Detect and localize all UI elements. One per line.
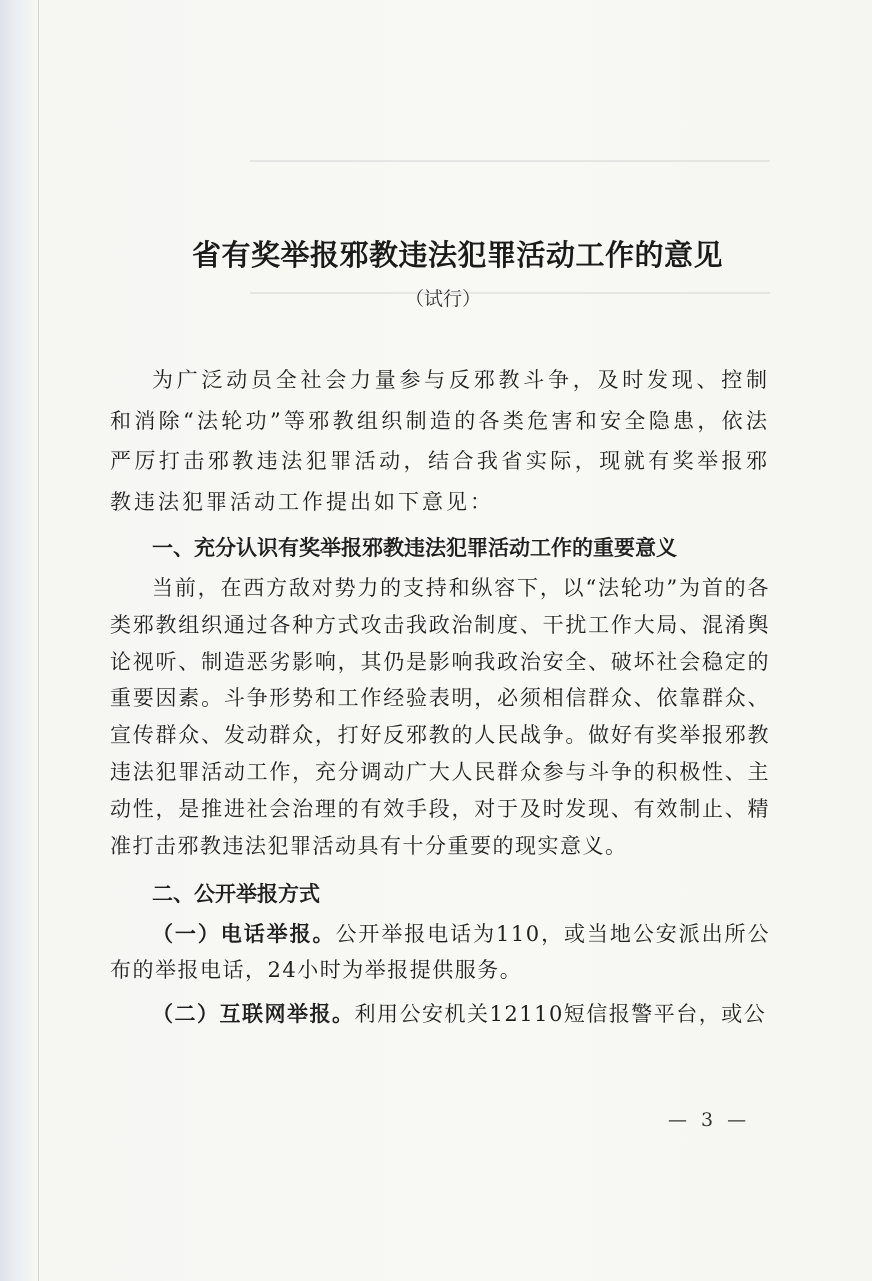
- reporting-item-phone: [110, 916, 770, 988]
- intro-paragraph: 为广泛动员全社会力量参与反邪教斗争，及时发现、控制和消除“法轮功”等邪教组织制造的各类危害和安全隐患，依法严厉打击邪教违法犯罪活动，结合我省实际，现就有奖举报邪教违法犯罪活动工作提出如下意见：: [110, 368, 770, 514]
- page-number: — 3 —: [668, 1109, 751, 1131]
- section-2-heading: 二、公开举报方式: [152, 882, 320, 907]
- section-1-paragraph: 当前，在西方敌对势力的支持和纵容下，以“法轮功”为首的各类邪教组织通过各种方式攻击我政治制度、干扰工作大局、混淆舆论视听、制造恶劣影响，其仍是影响我政治安全、破坏社会稳定的重要因素。斗争形势和工作经验表明，必须相信群众、依靠群众、宣传群众、发动群众，打好反邪教的人民战争。做好有奖举报邪教违法犯罪活动工作，充分调动广大人民群众参与斗争的积极性、主动性，是推进社会治理的有效手段，对于及时发现、有效制止、精准打击邪教违法犯罪活动具有十分重要的现实意义。: [110, 576, 770, 858]
- reporting-item-phone-text: 公开举报电话为110，或当地公安派出所公布的举报电话，24小时为举报提供服务。: [110, 922, 770, 983]
- binding-line: [38, 0, 39, 1281]
- reporting-item-phone-lead: （一）电话举报。: [152, 922, 336, 947]
- binding-edge: [0, 0, 30, 1281]
- reporting-item-internet: [110, 996, 770, 1032]
- show-through: [250, 160, 770, 162]
- document-subtitle: （试行）: [405, 288, 482, 310]
- document-title: 省有奖举报邪教违法犯罪活动工作的意见: [192, 238, 724, 272]
- document-body: [110, 360, 770, 1032]
- reporting-item-internet-lead: （二）互联网举报。: [152, 1002, 355, 1027]
- section-1-heading: 一、充分认识有奖举报邪教违法犯罪活动工作的重要意义: [152, 536, 677, 560]
- show-through: [250, 292, 770, 294]
- reporting-item-internet-text: 利用公安机关12110短信报警平台，或公: [354, 1002, 767, 1027]
